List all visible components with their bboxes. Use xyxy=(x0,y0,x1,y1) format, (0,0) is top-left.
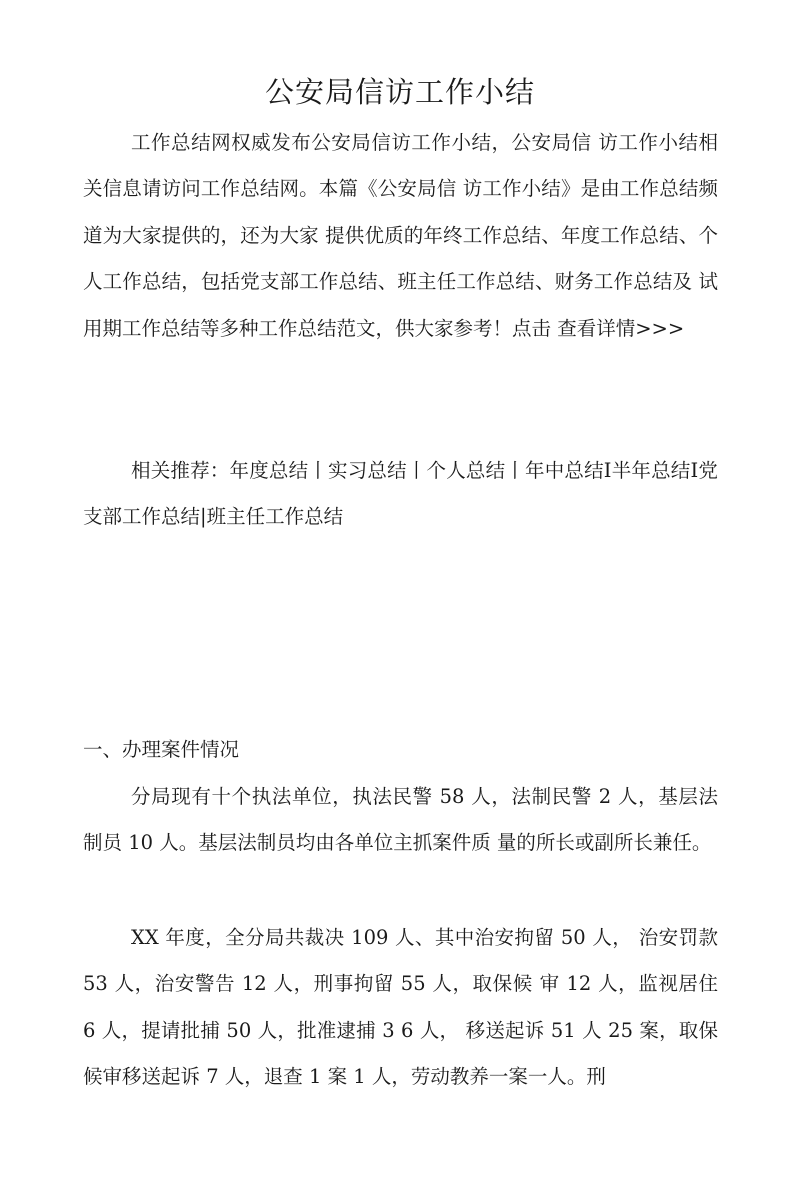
related-link-midyear-summary[interactable]: 年中总结 xyxy=(525,459,604,482)
related-separator: 丨 xyxy=(308,459,328,482)
intro-paragraph xyxy=(83,120,718,352)
section-heading: 一、办理案件情况 xyxy=(83,738,240,761)
related-separator: | xyxy=(200,505,207,529)
related-separator: 丨 xyxy=(505,459,525,482)
related-recommendations xyxy=(83,448,718,541)
related-separator: 丨 xyxy=(406,459,427,482)
related-link-head-teacher-summary[interactable]: 班主任工作总结 xyxy=(206,505,344,529)
view-details-link[interactable]: 查看详情>>> xyxy=(557,316,685,340)
document-title: 公安局信访工作小结 xyxy=(264,75,535,109)
body-paragraph-2: XX 年度，全分局共裁决 109 人、其中治安拘留 50 人， 治安罚款 53 人，治安警告 12 人，刑事拘留 55 人，取保候 审 12 人，监视居住 6 人，提请批捕 50 人，批准逮捕 3 6 人， 移送起诉 51 人 25 案，取保候审移送起诉 7 人，退查 1 案 1 人，劳动教养一案一人。刑 xyxy=(83,926,718,1089)
related-link-internship-summary[interactable]: 实习总结 xyxy=(328,459,407,482)
related-separator: I xyxy=(690,459,699,482)
related-link-party-branch-summary[interactable]: 党支部工作总结 xyxy=(83,459,718,529)
related-link-annual-summary[interactable]: 年度总结 xyxy=(229,459,309,482)
body-paragraph-1: 分局现有十个执法单位，执法民警 58 人，法制民警 2 人，基层法制员 10 人。基层法制员均由各单位主抓案件质 量的所长或副所长兼任。 xyxy=(83,785,718,855)
related-link-personal-summary[interactable]: 个人总结 xyxy=(426,459,506,482)
related-prefix: 相关推荐： xyxy=(131,459,230,482)
related-separator: I xyxy=(603,459,612,482)
intro-text: 工作总结网权威发布公安局信访工作小结，公安局信 访工作小结相关信息请访问工作总结网。本篇《公安局信 访工作小结》是由工作总结频道为大家提供的，还为大家 提供优质的年终工作总结、年度工作总结、个人工作总结，包括党支部工作总结、班主任工作总结、财务工作总结及 试用期工作总结等多种工作总结范文，供大家参考！点击 xyxy=(83,131,718,340)
related-link-halfyear-summary[interactable]: 半年总结 xyxy=(611,459,691,482)
